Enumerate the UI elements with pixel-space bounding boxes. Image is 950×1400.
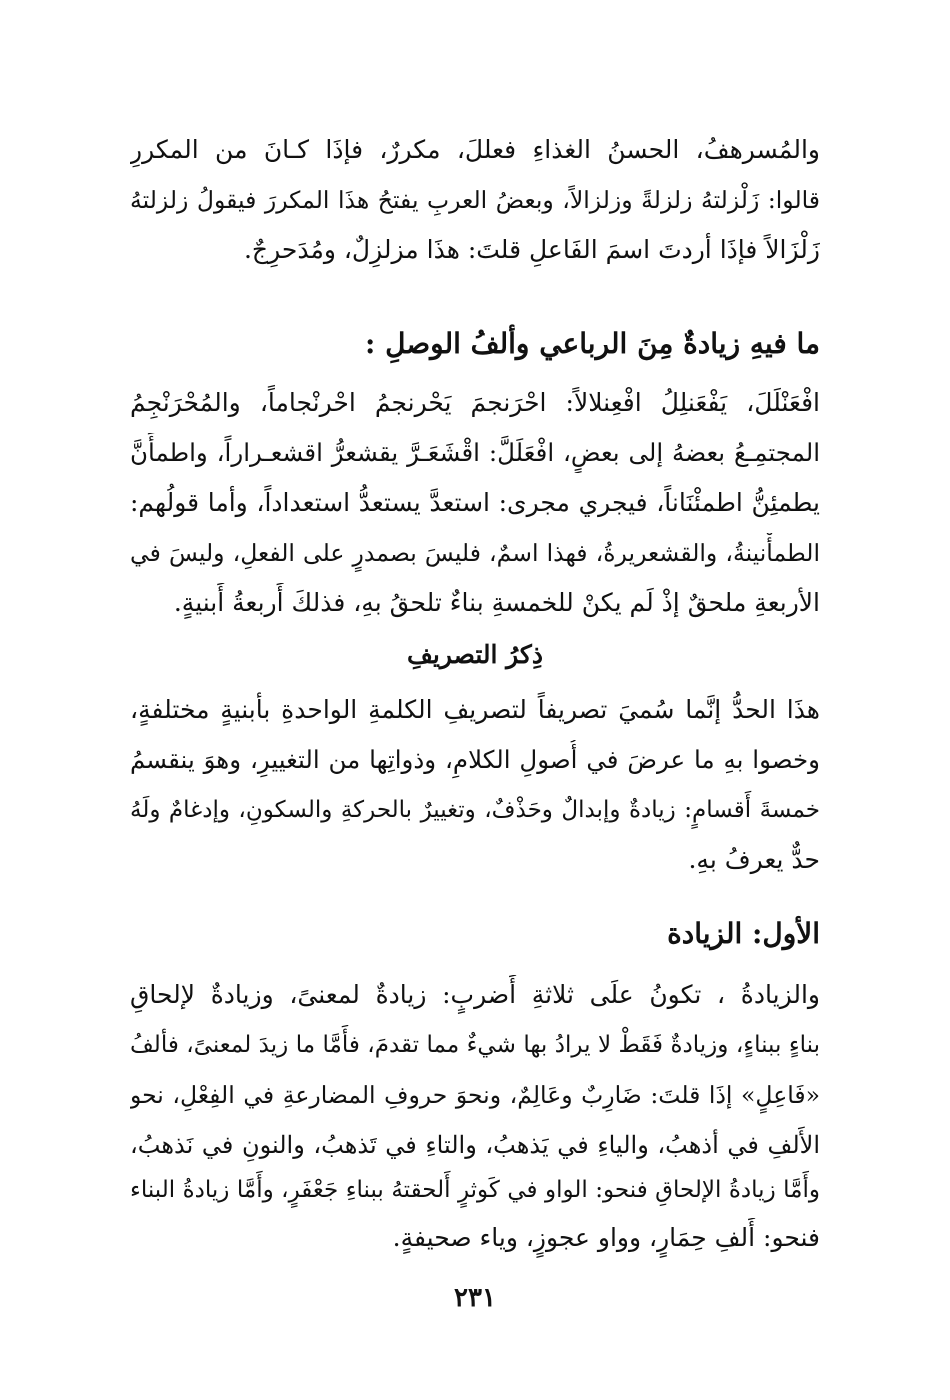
page-number: ٢٣١: [454, 1283, 496, 1313]
paragraph-2-line-2: المجتمِـعُ بعضهُ إلى بعضٍ، افْعَلَلَّ: اقْشَعَـرَّ يقشعرُّ اقشعـراراً، واطمأَنَّ: [130, 438, 820, 467]
paragraph-2-line-1: افْعَنْلَلَ، يَفْعَنلِلُ افْعِنلالاً: احْرَنجمَ يَحْرنجمُ احْرنْجاماً، والمُحْرَنْجِمُ: [130, 388, 820, 417]
paragraph-1-line-2: قالوا: زَلْزلتهُ زلزلةً وزلزالاً، وبعضُ العربِ يفتحُ هذَا المكررَ فيقولُ زلزلتهُ: [130, 186, 820, 214]
paragraph-3-line-1: هذَا الحدُّ إنَّما سُميَ تصريفاً لتصريفِ الكلمةِ الواحدةِ بأبنيةٍ مختلفةٍ،: [130, 695, 820, 724]
paragraph-3-line-4: حدٌّ يعرفُ بهِ.: [688, 845, 820, 874]
paragraph-4-line-6: فنحو: أَلفِ حِمَارٍ، وواو عجوزٍ، وياء صحيفةٍ.: [392, 1223, 820, 1252]
paragraph-4-line-2: بناءٍ ببناءٍ، وزيادةٌ فَقَطْ لا يرادُ بها شيءٌ مما تقدمَ، فأَمَّا ما زيدَ لمعنىً، فألفُ: [130, 1032, 820, 1058]
paragraph-3-line-3: خمسةَ أَقسامٍ: زيادةٌ وإبدالٌ وحَذْفٌ، وتغييرٌ بالحركةِ والسكونِ، وإدغامٌ ولَهُ: [130, 797, 820, 823]
paragraph-1-line-1: والمُسرهفُ، الحسنُ الغذاءِ فعللَ، مكررٌ، فإذَا كـانَ من المكررِ: [130, 135, 820, 164]
paragraph-4-line-4: الأَلفِ في أذهبُ، والياءِ في يَذهبُ، والتاءِ في تَذهبُ، والنونِ في نَذهبُ،: [130, 1131, 820, 1159]
section-heading-addition: الأول: الزيادة: [667, 917, 820, 950]
paragraph-2-line-3: يطمئِنُّ اطمئْنَاناً، فيجري مجرى: استعدَّ يستعدُّ استعداداً، وأما قولُهم:: [130, 488, 820, 517]
section-heading-quadriliteral: ما فيهِ زيادةٌ مِنَ الرباعي وألفُ الوصلِ :: [365, 327, 820, 360]
paragraph-2-line-5: الأربعةِ ملحقٌ إذْ لَم يكنْ للخمسةِ بناءٌ تلحقُ بهِ، فذلكَ أَربعةُ أَبنيةٍ.: [173, 588, 820, 617]
subheading-tasrif: ذِكرُ التصريفِ: [407, 640, 543, 669]
paragraph-4-line-1: والزيادةُ ، تكونُ علَى ثلاثةِ أَضربٍ: زيادةٌ لمعنىً، وزيادةٌ لإلحاقِ: [130, 980, 820, 1009]
paragraph-3-line-2: وخصوا بهِ ما عرضَ في أُصولِ الكلامِ، وذواتِها من التغييرِ، وهوَ ينقسمُ: [130, 745, 820, 774]
paragraph-2-line-4: الطمأْنينةُ، والقشعريرةُ، فهذا اسمٌ، فليسَ بصمدرٍ على الفعلِ، وليسَ في: [130, 539, 820, 567]
paragraph-4-line-5: وأَمَّا زيادةُ الإلحاقِ فنحو: الواو في كَوثرٍ أَلحقتهُ ببناءِ جَعْفَرٍ، وأَمَّا زيادةُ البناء: [130, 1177, 820, 1203]
paragraph-4-line-3: «فَاعِلٍ» إذَا قلتَ: ضَارِبٌ وعَالِمٌ، ونحوَ حروفِ المضارعةِ في الفِعْلِ، نحو: [130, 1081, 820, 1109]
paragraph-1-line-3: زَلْزَالاً فإذَا أردتَ اسمَ الفَاعلِ قلتَ: هذَا مزلزِلٌ، ومُدَحرِجٌ.: [243, 235, 820, 264]
